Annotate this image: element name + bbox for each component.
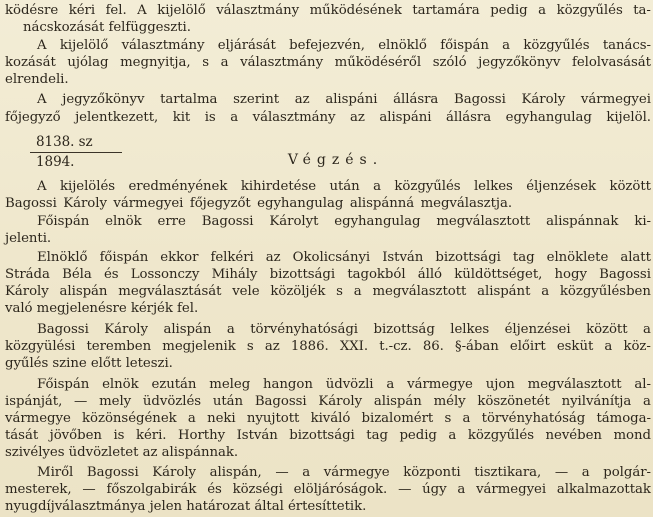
word: megválasztott (436, 214, 531, 229)
word: megválasztott (527, 377, 622, 392)
word: mond (613, 428, 651, 443)
word: megválasztott (372, 284, 467, 299)
word: az (265, 250, 281, 265)
word: között (586, 322, 628, 337)
word: közgyűlés (467, 428, 534, 443)
word: kit (172, 110, 191, 125)
word: felolvasását (571, 55, 651, 70)
word: úgy (422, 482, 447, 497)
word: alkalmazottak (556, 482, 651, 497)
word: s (444, 411, 452, 426)
word: a (230, 110, 239, 125)
word: ujon (485, 377, 515, 392)
word: lelkes (450, 322, 490, 337)
word: pedig (399, 428, 437, 443)
word: választmány (240, 55, 324, 70)
word: köszönetét (477, 394, 550, 409)
word: bizottsági (269, 267, 336, 282)
text-line (0, 92, 653, 108)
text-line (0, 38, 653, 54)
word: Bagossi (201, 214, 254, 229)
word: t.-cz. (379, 339, 412, 354)
word: és (207, 482, 222, 497)
word: jövőben (49, 428, 102, 443)
word: befejezvén, (289, 38, 365, 53)
text-line: szivélyes üdvözletet az alispánnak. (5, 445, 239, 460)
word: a (386, 377, 395, 392)
word: ta- (633, 3, 651, 18)
word: pedig (490, 3, 528, 18)
word: bizalomért (361, 411, 434, 426)
word: a (448, 428, 457, 443)
text-line (0, 322, 653, 338)
word: teremben (86, 339, 152, 354)
word: üdvözli (325, 377, 374, 392)
word: állásra (393, 92, 439, 107)
word: Béla (62, 267, 92, 282)
word: szóló (432, 55, 467, 70)
word: kijelölő (157, 3, 206, 18)
word: vármegyei (476, 482, 547, 497)
word: választmány (216, 3, 300, 18)
word: ispánját, (5, 394, 63, 409)
word: után (329, 179, 360, 194)
word: tisztikara, (474, 465, 542, 480)
resolution-heading: Végzés. (287, 152, 384, 168)
word: után (212, 394, 244, 409)
word: kozását (5, 55, 56, 70)
case-number: 8138. sz (36, 134, 93, 150)
word: vármegye (5, 411, 71, 426)
word: elnöklő (378, 38, 427, 53)
word: Okolicsányi (292, 250, 371, 265)
word: a (643, 322, 651, 337)
word: választmány (252, 110, 336, 125)
word: s (246, 339, 254, 354)
word: küldöttséget, (454, 267, 543, 282)
word: Bagossi (454, 92, 506, 107)
word: eredményének (128, 179, 228, 194)
word: István (382, 250, 424, 265)
word: alispán (59, 284, 108, 299)
word: megnyitja, (120, 55, 191, 70)
word: A (37, 38, 47, 53)
text-line (0, 394, 653, 410)
word: mély (433, 394, 466, 409)
word: felkéri (210, 250, 254, 265)
word: az (294, 92, 310, 107)
word: 1886. (290, 339, 329, 354)
word: is (113, 428, 125, 443)
text-line (0, 377, 653, 393)
word: elöljáróságok. (293, 482, 388, 497)
word: Lossonczy (130, 267, 200, 282)
word: vármegye (407, 377, 473, 392)
text-line (0, 267, 653, 283)
word: tartalma (160, 92, 218, 107)
word: is (204, 110, 216, 125)
word: éljenzései (504, 322, 571, 337)
word: kijelölés (59, 179, 116, 194)
word: ekkor (160, 250, 199, 265)
word: A (37, 179, 47, 194)
word: mesterek, (5, 482, 72, 497)
word: a (373, 179, 381, 194)
word: megjelenik (162, 339, 236, 354)
word: tag (366, 428, 388, 443)
word: meleg (209, 377, 251, 392)
word: tagokból (347, 267, 406, 282)
word: XXI. (339, 339, 369, 354)
word: álló (417, 267, 442, 282)
word: — (82, 482, 96, 497)
text-line: gyűlés szine előtt leteszi. (5, 356, 173, 371)
word: községi (232, 482, 283, 497)
word: erre (157, 214, 186, 229)
word: az (264, 339, 280, 354)
word: Bagossi (599, 267, 651, 282)
word: Főispán (37, 214, 90, 229)
word: Károly (152, 465, 196, 480)
word: Miről (37, 465, 74, 480)
word: jegyzőkönyv (62, 92, 145, 107)
word: választmány (121, 38, 205, 53)
word: kéri. (135, 428, 167, 443)
text-line (0, 3, 653, 19)
word: támoga- (596, 411, 651, 426)
word: eljárását (217, 38, 276, 53)
word: törvényhatósági (250, 322, 359, 337)
word: vele (232, 284, 260, 299)
word: a (457, 482, 466, 497)
word: §-ában (454, 339, 499, 354)
word: főispán (440, 38, 489, 53)
word: ködésre (5, 3, 59, 18)
word: alispáni (325, 92, 378, 107)
word: mely (99, 394, 132, 409)
word: — (398, 482, 412, 497)
word: kijelölő (59, 38, 109, 53)
text-line: nyugdíjválasztmánya jelen határozat által értesíttetik. (5, 499, 367, 514)
word: szerint (233, 92, 280, 107)
word: kéri (68, 3, 96, 18)
word: A (37, 92, 47, 107)
word: — (275, 465, 289, 480)
word: Bagossi (86, 465, 139, 480)
word: lelkes (473, 179, 513, 194)
word: Mihály (211, 267, 258, 282)
word: közgyűlés (523, 38, 590, 53)
word: fel. (105, 3, 127, 18)
word: előirt (509, 339, 546, 354)
word: alispánt (477, 284, 531, 299)
word: központi (403, 465, 461, 480)
word: közöljék (270, 284, 326, 299)
word: hogy (554, 267, 587, 282)
word: a (541, 284, 550, 299)
word: egyhangulag (334, 214, 421, 229)
text-line (0, 339, 653, 355)
text-line (0, 250, 653, 266)
text-line (0, 482, 653, 498)
word: kiváló (310, 411, 351, 426)
word: Károly (5, 284, 49, 299)
word: Főispán (37, 377, 90, 392)
word: működéséről (334, 55, 422, 70)
word: a (462, 411, 471, 426)
word: a (604, 339, 613, 354)
word: alispánnak (546, 214, 619, 229)
word: Károly (318, 394, 363, 409)
word: az (350, 110, 365, 125)
word: Stráda (5, 267, 50, 282)
word: közönségének (82, 411, 177, 426)
text-line (0, 110, 653, 126)
word: A (137, 3, 147, 18)
word: vármegyei (580, 92, 651, 107)
word: jelentkezett, (75, 110, 159, 125)
word: 86. (422, 339, 444, 354)
word: kijelöl. (606, 110, 651, 125)
word: alispán, (209, 465, 262, 480)
word: elnöklete (546, 250, 609, 265)
word: alatt (620, 250, 651, 265)
word: a (187, 411, 196, 426)
word: alispán (163, 322, 212, 337)
word: s (202, 55, 209, 70)
word: közgyűlés (556, 3, 623, 18)
word: köz- (623, 339, 651, 354)
word: a (581, 465, 590, 480)
word: üdvözlés (142, 394, 202, 409)
word: főispán (99, 250, 149, 265)
word: jegyzőkönyv (478, 55, 561, 70)
word: neki (207, 411, 236, 426)
word: tását (5, 428, 39, 443)
word: nevében (545, 428, 602, 443)
word: — (74, 394, 88, 409)
word: a (643, 394, 651, 409)
word: bizottság (373, 322, 435, 337)
word: a (502, 38, 511, 53)
word: tanács- (602, 38, 651, 53)
word: bizottsági (435, 250, 501, 265)
word: — (554, 465, 569, 480)
word: ezután (151, 377, 197, 392)
word: tag (512, 250, 535, 265)
word: kihirdetése (240, 179, 317, 194)
word: a (538, 3, 547, 18)
text-line (0, 428, 653, 444)
word: között (609, 179, 651, 194)
word: Károly (104, 322, 148, 337)
word: tartamára (412, 3, 480, 18)
word: elnök (102, 377, 139, 392)
word: főszolgabirák (106, 482, 197, 497)
text-line: nácskozását felfüggeszti. (23, 20, 191, 35)
word: Károly (521, 92, 566, 107)
text-line (0, 55, 653, 71)
text-line: Bagossi Károly vármegyei főjegyzőt egyhangulag alispánná megválasztja. (5, 196, 513, 211)
word: Elnöklő (37, 250, 88, 265)
word: közgyülési (5, 339, 76, 354)
word: s (336, 284, 343, 299)
word: polgár- (603, 465, 651, 480)
word: törvényhatóság (481, 411, 586, 426)
word: a (226, 322, 235, 337)
word: közgyűlés (394, 179, 461, 194)
text-line (0, 284, 653, 300)
word: Bagossi (254, 394, 307, 409)
word: Horthy (178, 428, 226, 443)
text-line (0, 465, 653, 481)
text-line (0, 179, 653, 195)
word: al- (634, 377, 651, 392)
text-line: elrendeli. (5, 72, 69, 87)
text-line (0, 411, 653, 427)
word: esküt (556, 339, 594, 354)
word: vármegye (323, 465, 390, 480)
word: Bagossi (37, 322, 89, 337)
word: közgyűlésben (559, 284, 651, 299)
word: a (302, 465, 311, 480)
word: működésének (309, 3, 402, 18)
word: éljenzések (526, 179, 597, 194)
word: főjegyző (5, 110, 61, 125)
text-line (0, 214, 653, 230)
word: alispán (373, 394, 422, 409)
word: ujólag (67, 55, 109, 70)
word: állásra (446, 110, 492, 125)
word: István (236, 428, 278, 443)
word: alispáni (379, 110, 432, 125)
word: a (220, 55, 229, 70)
word: és (103, 267, 119, 282)
word: nyujtott (246, 411, 300, 426)
text-line: való megjelenésre kérjék fel. (5, 301, 199, 316)
text-line: jelenti. (5, 231, 52, 246)
word: a (353, 284, 362, 299)
word: nyilvánítja (561, 394, 632, 409)
word: Károlyt (269, 214, 319, 229)
word: hangon (263, 377, 313, 392)
word: ki- (634, 214, 651, 229)
word: bizottsági (289, 428, 355, 443)
word: megválasztását (118, 284, 222, 299)
case-year: 1894. (36, 154, 75, 170)
word: elnök (105, 214, 142, 229)
word: egyhangulag (505, 110, 592, 125)
